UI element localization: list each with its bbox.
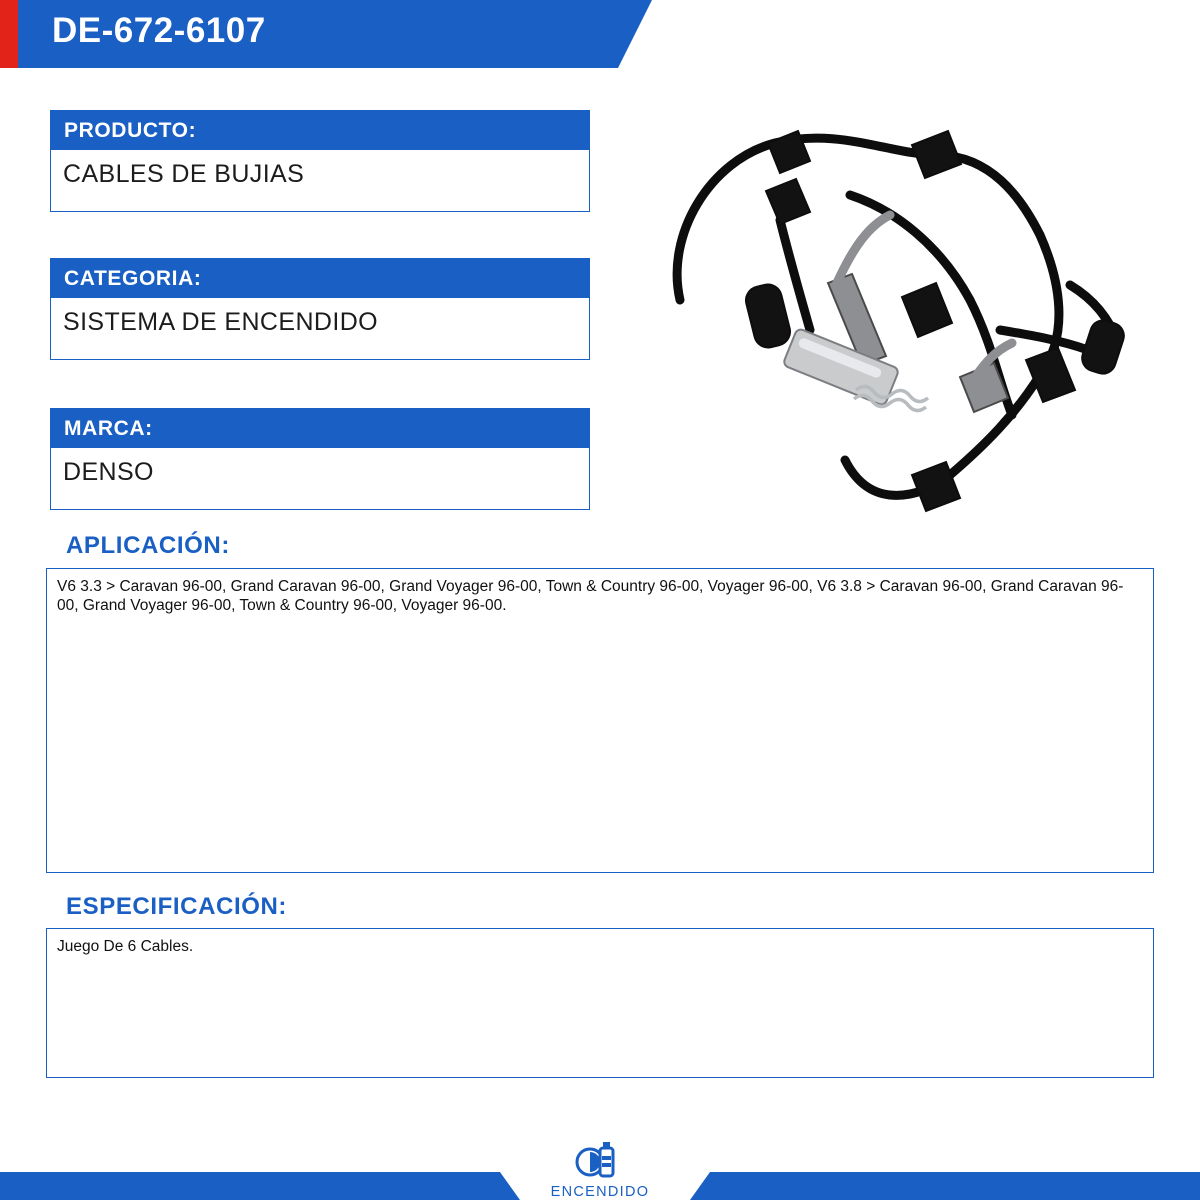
info-value-box-categoria [50,298,590,360]
spark-plug-wire-set-illustration [640,85,1180,525]
aplicacion-text-box [46,568,1154,873]
footer [0,1160,1200,1200]
page-title: DE-672-6107 [52,11,266,50]
info-block-categoria [50,258,590,360]
info-block-producto [50,110,590,212]
section-heading-aplicacion: APLICACIÓN: [66,532,230,559]
especificacion-text: Juego De 6 Cables. [57,938,194,955]
info-value-box-marca [50,448,590,510]
product-image [640,85,1180,525]
info-value-categoria: SISTEMA DE ENCENDIDO [63,308,378,336]
info-label-marca: MARCA: [50,408,590,448]
info-label-categoria: CATEGORIA: [50,258,590,298]
section-heading-especificacion: ESPECIFICACIÓN: [66,893,288,920]
info-value-producto: CABLES DE BUJIAS [63,160,305,188]
footer-center [0,1142,1200,1200]
footer-label: ENCENDIDO [550,1184,650,1200]
especificacion-text-box [46,928,1154,1078]
aplicacion-text: V6 3.3 > Caravan 96-00, Grand Caravan 96-00, Grand Voyager 96-00, Town & Country 96-00, Voyager 96-00, V6 3.8 > Caravan 96-00, Grand Caravan 96-00, Grand Voyager 96-00, Town & Country 96-00, Voyager 96-00. [57,578,1124,614]
info-label-producto: PRODUCTO: [50,110,590,150]
info-value-marca: DENSO [63,458,154,486]
info-value-box-producto [50,150,590,212]
ignition-icon [572,1142,628,1182]
info-block-marca [50,408,590,510]
header [0,0,1200,68]
